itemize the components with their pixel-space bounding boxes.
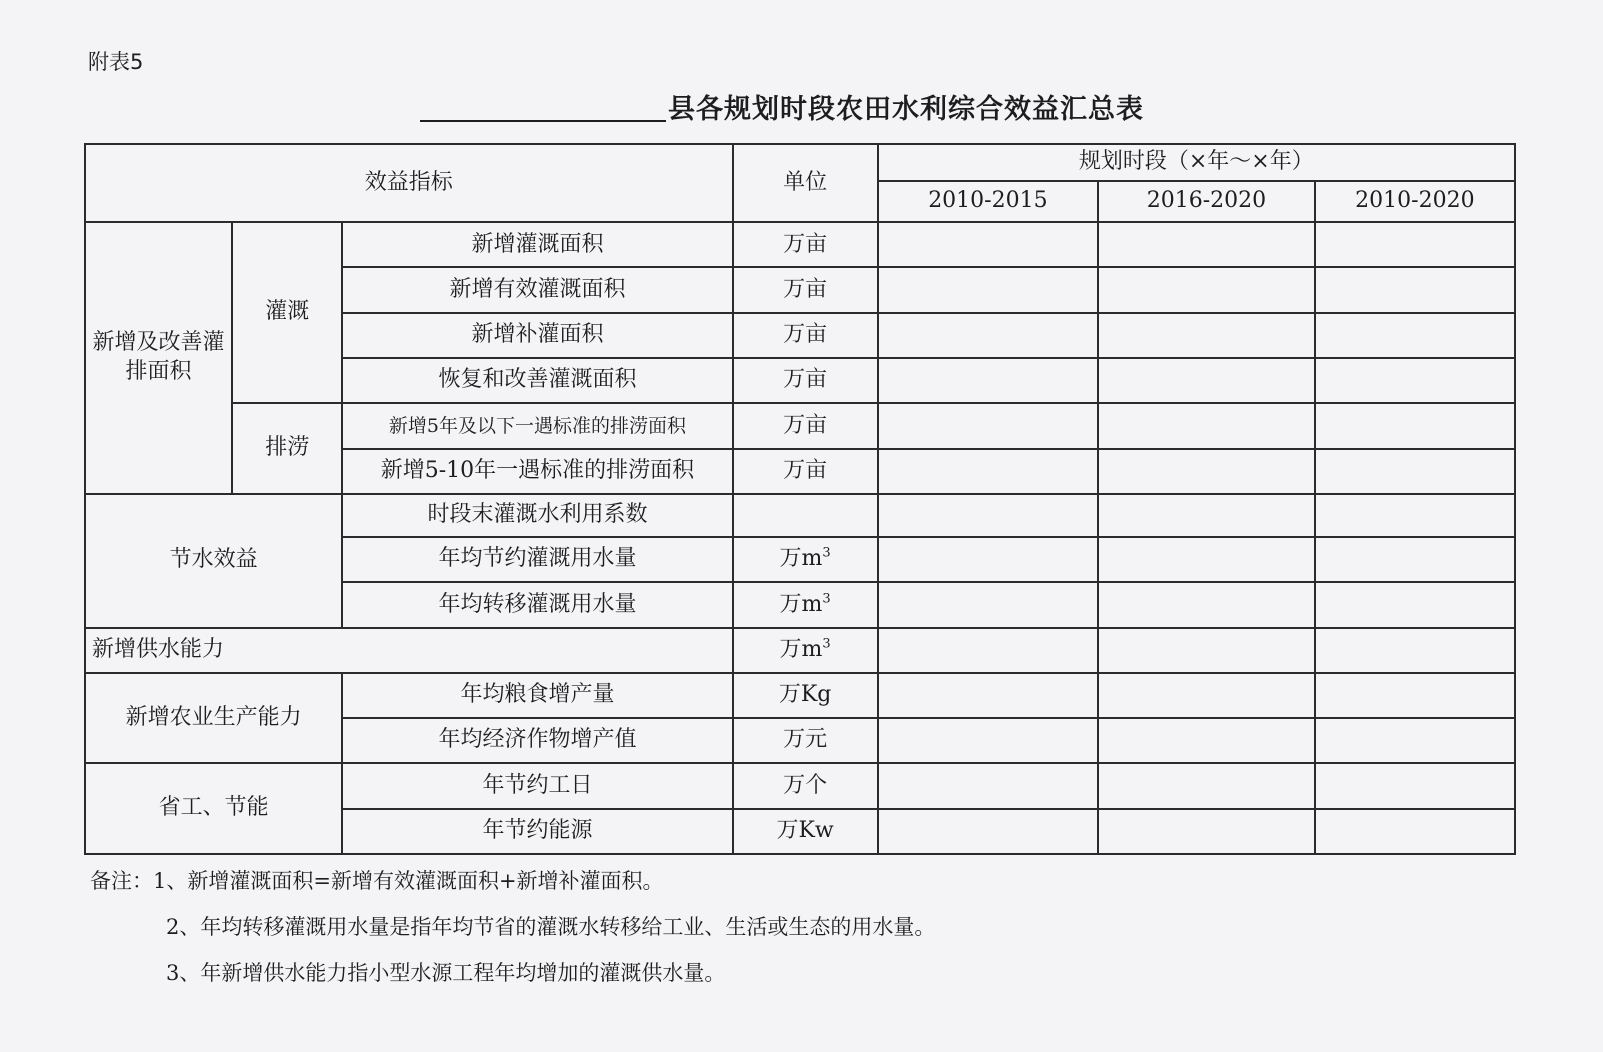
value-cell (878, 628, 1099, 673)
row-label: 新增灌溉面积 (342, 222, 732, 267)
note-2: 2、年均转移灌溉用水量是指年均节省的灌溉水转移给工业、生活或生态的用水量。 (166, 915, 936, 939)
value-cell (1315, 358, 1515, 403)
group-agri-capacity: 新增农业生产能力 (85, 673, 342, 764)
row-label: 年均粮食增产量 (342, 673, 732, 718)
value-cell (878, 537, 1099, 582)
value-cell (878, 449, 1099, 494)
value-cell (878, 267, 1099, 312)
value-cell (878, 358, 1099, 403)
value-cell (1098, 403, 1315, 448)
value-cell (1098, 673, 1315, 718)
value-cell (878, 582, 1099, 627)
row-unit: 万亩 (733, 222, 878, 267)
value-cell (1098, 449, 1315, 494)
row-unit: 万Kg (733, 673, 878, 718)
row-label: 恢复和改善灌溉面积 (342, 358, 732, 403)
value-cell (1315, 267, 1515, 312)
value-cell (1098, 537, 1315, 582)
row-unit: 万亩 (733, 267, 878, 312)
row-unit: 万Kw (733, 809, 878, 854)
unit-text: 万m (779, 546, 823, 572)
table-row (85, 494, 1515, 537)
value-cell (878, 403, 1099, 448)
row-label: 年节约能源 (342, 809, 732, 854)
value-cell (878, 222, 1099, 267)
row-unit (733, 537, 878, 582)
table-row (85, 763, 1515, 808)
table-row (85, 673, 1515, 718)
row-label: 年节约工日 (342, 763, 732, 808)
value-cell (1315, 809, 1515, 854)
value-cell (878, 313, 1099, 358)
group-water-supply: 新增供水能力 (85, 628, 733, 673)
value-cell (1098, 809, 1315, 854)
row-label: 年均转移灌溉用水量 (342, 582, 732, 627)
value-cell (1315, 222, 1515, 267)
value-cell (878, 763, 1099, 808)
value-cell (1098, 358, 1315, 403)
row-unit: 万元 (733, 718, 878, 763)
row-unit: 万亩 (733, 358, 878, 403)
unit-text: 万m (779, 636, 823, 662)
value-cell (1315, 763, 1515, 808)
value-cell (1098, 267, 1315, 312)
row-label: 年均经济作物增产值 (342, 718, 732, 763)
value-cell (878, 494, 1099, 537)
value-cell (1315, 494, 1515, 537)
table-row (85, 628, 1515, 673)
value-cell (878, 673, 1099, 718)
row-label: 新增5-10年一遇标准的排涝面积 (342, 449, 732, 494)
table-title (420, 86, 1144, 126)
value-cell (1315, 537, 1515, 582)
row-label: 新增5年及以下一遇标准的排涝面积 (342, 403, 732, 448)
row-unit: 万亩 (733, 403, 878, 448)
value-cell (1315, 628, 1515, 673)
value-cell (1315, 673, 1515, 718)
unit-text: 万m (779, 591, 823, 617)
value-cell (1098, 718, 1315, 763)
value-cell (1098, 628, 1315, 673)
value-cell (1098, 582, 1315, 627)
unit-superscript: 3 (822, 636, 831, 652)
appendix-label: 附表5 (88, 50, 144, 74)
notes-section (90, 858, 935, 996)
value-cell (1315, 582, 1515, 627)
unit-superscript: 3 (822, 591, 831, 607)
table-row (85, 222, 1515, 267)
value-cell (1098, 313, 1315, 358)
subgroup-irrigation: 灌溉 (232, 222, 342, 403)
unit-header: 单位 (733, 144, 878, 222)
row-unit: 万亩 (733, 313, 878, 358)
value-cell (1098, 222, 1315, 267)
period-header: 规划时段（×年～×年） (878, 144, 1515, 181)
row-label: 新增补灌面积 (342, 313, 732, 358)
row-unit (733, 582, 878, 627)
row-unit: 万个 (733, 763, 878, 808)
value-cell (878, 809, 1099, 854)
value-cell (878, 718, 1099, 763)
note-3: 3、年新增供水能力指小型水源工程年均增加的灌溉供水量。 (166, 961, 726, 985)
value-cell (1315, 403, 1515, 448)
row-unit (733, 628, 878, 673)
period-3: 2010-2020 (1315, 181, 1515, 222)
unit-superscript: 3 (822, 545, 831, 561)
row-label: 时段末灌溉水利用系数 (342, 494, 732, 537)
table-header-row (85, 144, 1515, 181)
county-name-blank-line (420, 120, 666, 122)
value-cell (1315, 718, 1515, 763)
row-label: 年均节约灌溉用水量 (342, 537, 732, 582)
indicator-header: 效益指标 (85, 144, 733, 222)
title-text: 县各规划时段农田水利综合效益汇总表 (668, 94, 1144, 125)
subgroup-drainage: 排涝 (232, 403, 342, 494)
value-cell (1098, 494, 1315, 537)
note-1: 备注：1、新增灌溉面积=新增有效灌溉面积+新增补灌面积。 (90, 869, 664, 893)
group-labor-energy: 省工、节能 (85, 763, 342, 854)
period-1: 2010-2015 (878, 181, 1099, 222)
value-cell (1315, 449, 1515, 494)
row-unit: 万亩 (733, 449, 878, 494)
table-row (85, 403, 1515, 448)
benefit-summary-table (84, 143, 1516, 855)
group-water-saving: 节水效益 (85, 494, 342, 628)
row-unit (733, 494, 878, 537)
group-irrigation-area: 新增及改善灌排面积 (85, 222, 232, 494)
period-2: 2016-2020 (1098, 181, 1315, 222)
row-label: 新增有效灌溉面积 (342, 267, 732, 312)
value-cell (1098, 763, 1315, 808)
value-cell (1315, 313, 1515, 358)
